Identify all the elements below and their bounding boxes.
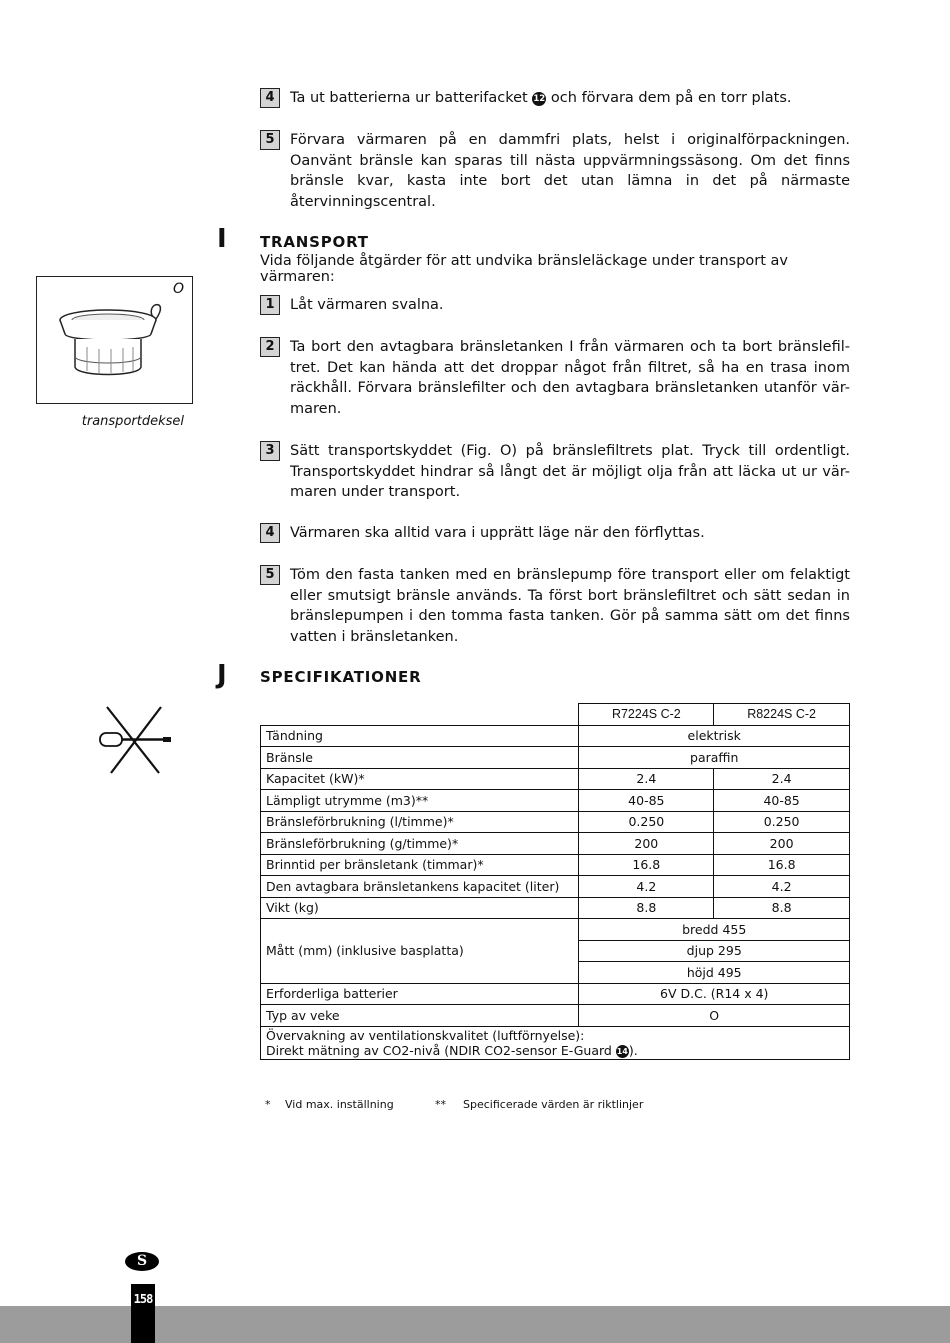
ref-number-12: 12 [533, 94, 546, 104]
row-value: höjd 495 [579, 962, 850, 984]
model-header: R7224S C-2 [579, 704, 714, 726]
transport-cover-figure [36, 276, 193, 404]
step-text: Töm den fasta tanken med en bränslepump före transport eller om felaktigt eller smutsigt bränsle används. Ta först bort bränslefiltret och sätt sedan in bränslepumpen i den tomma fasta tanken. Gör på samma sätt om det finns vatten i bränsletanken. [290, 567, 850, 646]
row-value: 200 [579, 833, 714, 855]
row-value: 4.2 [579, 876, 714, 898]
row-label: Typ av veke [261, 1005, 579, 1027]
row-value: 8.8 [714, 897, 850, 919]
table-row [261, 833, 850, 855]
table-row [261, 854, 850, 876]
table-row [261, 768, 850, 790]
figure-caption: transportdeksel [81, 414, 184, 429]
transport-step-5 [260, 565, 850, 648]
table-row [261, 811, 850, 833]
step-number: 5 [260, 130, 280, 150]
step-number: 4 [260, 523, 280, 543]
row-value: paraffin [579, 747, 850, 769]
step-text: Ta ut batterierna ur batterifacket 12 och förvara dem på en torr plats. [290, 90, 792, 106]
section-intro: Vida följande åtgärder för att undvika bränsleläckage under transport av värmaren: [260, 253, 789, 285]
row-label: Den avtagbara bränsletankens kapacitet (liter) [261, 876, 579, 898]
row-value: O [579, 1005, 850, 1027]
row-label: Tändning [261, 725, 579, 747]
monitoring-cell: Övervakning av ventilationskvalitet (luftförnyelse): Direkt mätning av CO2-nivå (NDIR CO2-sensor E-Guard 14). [261, 1026, 850, 1059]
step-number: 2 [260, 337, 280, 357]
table-header-row [261, 704, 850, 726]
row-value: 0.250 [714, 811, 850, 833]
transport-step-4 [260, 523, 850, 544]
transport-cover-icon [53, 287, 173, 382]
page-number: 158 [131, 1284, 155, 1343]
crossed-screwdriver-icon [97, 704, 177, 776]
table-row [261, 725, 850, 747]
specifications-table [260, 703, 850, 1060]
table-corner-cell [261, 704, 579, 726]
figure-letter: O [173, 281, 185, 297]
section-title-transport: TRANSPORT [260, 233, 369, 251]
step-text: Sätt transportskyddet (Fig. O) på bränslefiltrets plat. Tryck till ordentligt. Transportskyddet hindrar så långt det är möjligt olja från att läcka ut ur vär-maren under transport. [290, 443, 850, 501]
row-value: 2.4 [579, 768, 714, 790]
row-value: 16.8 [579, 854, 714, 876]
table-row [261, 1026, 850, 1059]
row-label: Bränsleförbrukning (l/timme)* [261, 811, 579, 833]
row-label: Vikt (kg) [261, 897, 579, 919]
row-value: bredd 455 [579, 919, 850, 941]
table-row [261, 747, 850, 769]
row-value: 8.8 [579, 897, 714, 919]
row-label: Bränsle [261, 747, 579, 769]
row-value: 0.250 [579, 811, 714, 833]
footnote-mark: ** [435, 1098, 446, 1111]
ref-number-14: 14 [616, 1046, 628, 1056]
footnote-text: Vid max. inställning [285, 1098, 394, 1111]
section-letter-j: J [217, 660, 227, 690]
step-number: 1 [260, 295, 280, 315]
row-value: 40-85 [714, 790, 850, 812]
row-label: Kapacitet (kW)* [261, 768, 579, 790]
step-4-batteries [260, 88, 850, 109]
step-text: Värmaren ska alltid vara i upprätt läge när den förflyttas. [290, 525, 705, 541]
table-row [261, 876, 850, 898]
row-label: Bränsleförbrukning (g/timme)* [261, 833, 579, 855]
footnote-mark: * [265, 1098, 271, 1111]
row-value: 6V D.C. (R14 x 4) [579, 983, 850, 1005]
row-value: djup 295 [579, 940, 850, 962]
row-label: Brinntid per bränsletank (timmar)* [261, 854, 579, 876]
table-row [261, 790, 850, 812]
table-row [261, 1005, 850, 1027]
table-row [261, 919, 850, 941]
step-text: Ta bort den avtagbara bränsletanken I från värmaren och ta bort bränslefil-tret. Det kan hända att det droppar något från filtret, så ha en trasa inom räckhåll. Förvara bränslefilter och den avtagbara bränsletanken utanför vär-maren. [290, 339, 850, 418]
row-label: Lämpligt utrymme (m3)** [261, 790, 579, 812]
table-row [261, 897, 850, 919]
row-label: Mått (mm) (inklusive basplatta) [261, 919, 579, 984]
transport-step-3 [260, 441, 850, 503]
row-value: 40-85 [579, 790, 714, 812]
row-value: 2.4 [714, 768, 850, 790]
step-5-storage [260, 130, 850, 213]
step-text: Förvara värmaren på en dammfri plats, helst i originalförpackningen. Oanvänt bränsle kan sparas till nästa uppvärmningssäsong. Om det finns bränsle kvar, kasta inte bort det utan lämna in det på närmaste återvinningscentral. [290, 132, 850, 211]
row-value: 200 [714, 833, 850, 855]
row-label: Erforderliga batterier [261, 983, 579, 1005]
row-value: 4.2 [714, 876, 850, 898]
language-badge: S [125, 1252, 159, 1271]
section-letter-i: I [217, 224, 227, 254]
row-value: 16.8 [714, 854, 850, 876]
step-text: Låt värmaren svalna. [290, 297, 444, 313]
model-header: R8224S C-2 [714, 704, 850, 726]
step-number: 5 [260, 565, 280, 585]
section-title-specifications: SPECIFIKATIONER [260, 668, 422, 686]
footnote-text: Specificerade värden är riktlinjer [463, 1098, 644, 1111]
row-value: elektrisk [579, 725, 850, 747]
step-number: 3 [260, 441, 280, 461]
transport-step-1 [260, 295, 850, 316]
transport-step-2 [260, 337, 850, 420]
step-number: 4 [260, 88, 280, 108]
table-row [261, 983, 850, 1005]
